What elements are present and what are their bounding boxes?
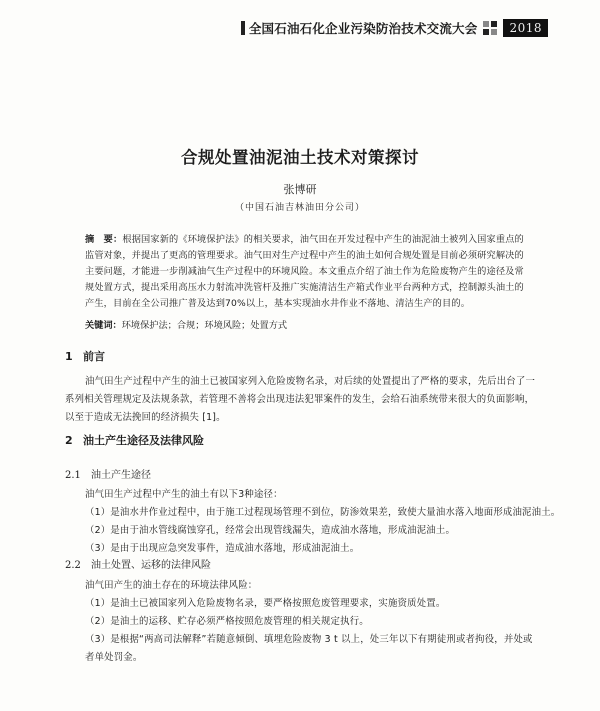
keywords-text: 环境保护法；合规；环境风险；处置方式 — [121, 320, 288, 331]
paper-author: 张博研 — [283, 183, 317, 196]
section-title: 油土产生途径及法律风险 — [83, 434, 204, 447]
subsection-heading-2-1 — [65, 466, 151, 481]
section-heading-2 — [65, 432, 204, 448]
header-square-mark — [483, 21, 497, 35]
section-number: 1 — [65, 350, 73, 363]
subsection-number: 2.1 — [65, 470, 81, 481]
subsection-title: 油土处置、运移的法律风险 — [91, 560, 211, 571]
subsection-title: 油土产生途径 — [91, 470, 151, 481]
list-item: （3）是由于出现应急突发事件，造成油水落地，形成油泥油土。 — [85, 543, 360, 554]
subsection-2-1-body — [85, 486, 561, 558]
section-title: 前言 — [83, 350, 105, 363]
conference-year: 2018 — [503, 19, 548, 37]
subsection-heading-2-2 — [65, 556, 211, 571]
section-number: 2 — [65, 434, 73, 447]
section-1-paragraph — [65, 373, 540, 427]
keywords-label: 关键词： — [85, 320, 122, 331]
conference-name: 全国石油石化企业污染防治技术交流大会 — [248, 21, 478, 36]
list-item: （2）是油土的运移、贮存必须严格按照危废管理的相关规定执行。 — [85, 616, 369, 627]
list-intro: 油气田生产过程中产生的油土有以下3种途径： — [85, 489, 283, 500]
list-intro: 油气田产生的油土存在的环境法律风险： — [85, 580, 258, 591]
header-bar-mark — [241, 21, 245, 35]
running-header — [241, 17, 548, 39]
list-item: （2）是由于油水管线腐蚀穿孔，经常会出现管线漏失，造成油水落地，形成油泥油土。 — [85, 525, 456, 536]
list-item: （1）是油水井作业过程中，由于施工过程现场管理不到位，防渗效果差，致使大量油水落入地面形成油泥油土。 — [85, 507, 561, 518]
paragraph-text: 油气田生产过程中产生的油土已被国家列入危险废物名录，对后续的处置提出了严格的要求，先后出台了一系列相关管理规定及法规条款，若管理不善将会出现违法犯罪案件的发生，会给石油系统带来很大的负面影响，以至于造成无法挽回的经济损失 [1]。 — [65, 376, 536, 423]
section-heading-1 — [65, 348, 105, 364]
paper-title: 合规处置油泥油土技术对策探讨 — [181, 148, 419, 167]
abstract-text: 根据国家新的《环境保护法》的相关要求，油气田在开发过程中产生的油泥油土被列入国家重点的监管对象，并提出了更高的管理要求。油气田对生产过程中产生的油土如何合规处置是目前必须研究解决的主要问题，才能进一步削减油气生产过程中的环境风险。本文重点介绍了油土作为危险废物产生的途径及常规处置方式，提出采用高压水力射流冲洗管杆及推广实施清洁生产箱式作业平台两种方式，控制源头油土的产生，目前在全公司推广普及达到70%以上，基本实现油水井作业不落地、清洁生产的目的。 — [85, 234, 524, 309]
keywords — [85, 318, 530, 334]
list-item: （3）是根据“两高司法解释”若随意倾倒、填埋危险废物 3 t 以上，处三年以下有期徒刑或者拘役，并处或者单处罚金。 — [85, 634, 533, 663]
list-item: （1）是油土已被国家列入危险废物名录，要严格按照危废管理要求，实施资质处置。 — [85, 598, 446, 609]
subsection-number: 2.2 — [65, 560, 81, 571]
paper-affiliation: （中国石油吉林油田分公司） — [234, 203, 365, 213]
abstract-label: 摘 要： — [85, 234, 123, 245]
subsection-2-2-body — [85, 577, 540, 667]
abstract — [85, 232, 530, 312]
